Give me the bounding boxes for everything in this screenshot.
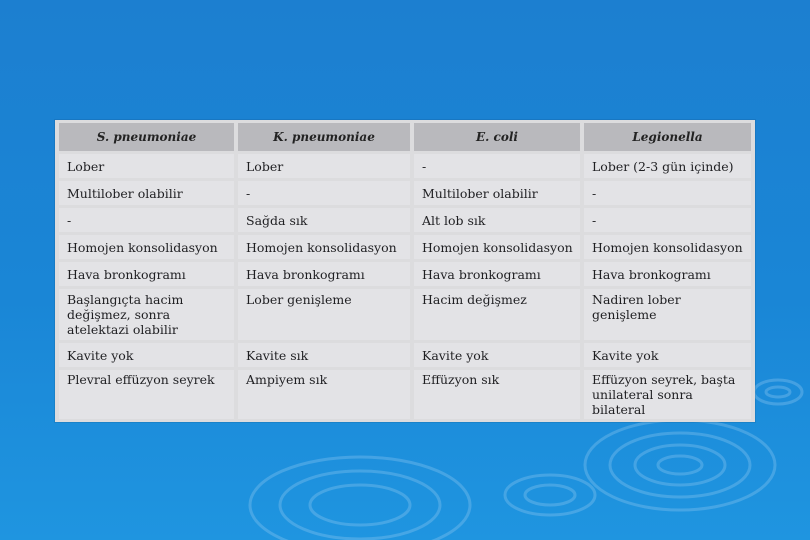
table-cell: Lober	[59, 154, 234, 178]
table-cell: Hacim değişmez	[414, 289, 580, 340]
table-cell: Plevral effüzyon seyrek	[59, 370, 234, 419]
table-cell: Kavite yok	[584, 343, 751, 367]
header-k-pneumoniae: K. pneumoniae	[238, 123, 410, 151]
table-cell: Multilober olabilir	[414, 181, 580, 205]
table-row	[59, 235, 751, 259]
header-row	[59, 123, 751, 151]
table-cell: Hava bronkogramı	[414, 262, 580, 286]
table-cell: -	[584, 208, 751, 232]
table-cell: -	[59, 208, 234, 232]
table-cell: -	[238, 181, 410, 205]
table-cell: Lober (2-3 gün içinde)	[584, 154, 751, 178]
table-cell: Hava bronkogramı	[59, 262, 234, 286]
table-cell: Hava bronkogramı	[238, 262, 410, 286]
table-row	[59, 289, 751, 340]
table-cell: Multilober olabilir	[59, 181, 234, 205]
table-cell: Kavite yok	[414, 343, 580, 367]
table-row	[59, 208, 751, 232]
table-cell: Homojen konsolidasyon	[238, 235, 410, 259]
table-cell: Lober genişleme	[238, 289, 410, 340]
table-cell: Homojen konsolidasyon	[414, 235, 580, 259]
header-e-coli: E. coli	[414, 123, 580, 151]
table-cell: -	[584, 181, 751, 205]
table-cell: Ampiyem sık	[238, 370, 410, 419]
table-row	[59, 181, 751, 205]
table-cell: Kavite yok	[59, 343, 234, 367]
table-cell: Homojen konsolidasyon	[59, 235, 234, 259]
table-row	[59, 343, 751, 367]
table-photo	[55, 120, 755, 422]
table-row	[59, 262, 751, 286]
header-legionella: Legionella	[584, 123, 751, 151]
table-cell: Homojen konsolidasyon	[584, 235, 751, 259]
table-cell: Alt lob sık	[414, 208, 580, 232]
table-row	[59, 370, 751, 419]
header-s-pneumoniae: S. pneumoniae	[59, 123, 234, 151]
table-cell: Effüzyon seyrek, başta unilateral sonra bilateral	[584, 370, 751, 419]
table-cell: Nadiren lober genişleme	[584, 289, 751, 340]
table-cell: Effüzyon sık	[414, 370, 580, 419]
table-cell: Başlangıçta hacim değişmez, sonra atelektazi olabilir	[59, 289, 234, 340]
pneumonia-comparison-table	[55, 120, 755, 422]
table-cell: Lober	[238, 154, 410, 178]
table-cell: -	[414, 154, 580, 178]
table-cell: Hava bronkogramı	[584, 262, 751, 286]
table-row	[59, 154, 751, 178]
table-cell: Kavite sık	[238, 343, 410, 367]
table-cell: Sağda sık	[238, 208, 410, 232]
